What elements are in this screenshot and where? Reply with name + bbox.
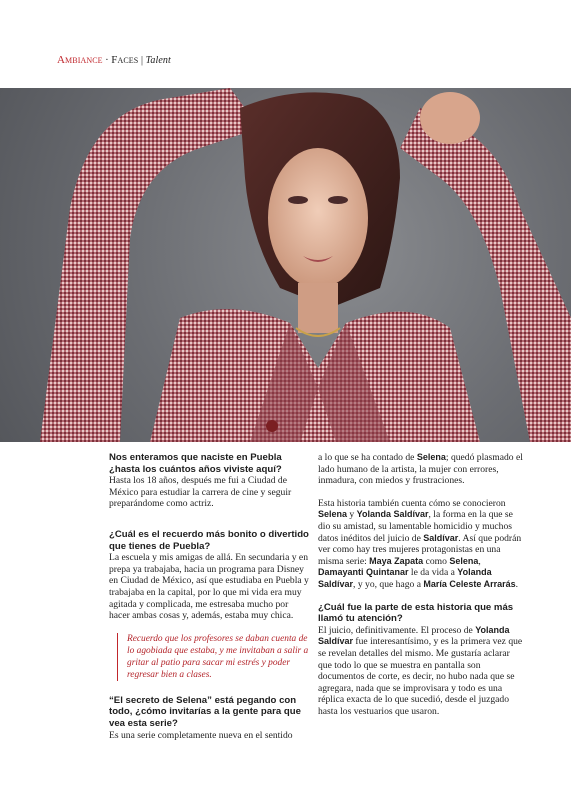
answer-1: Hasta los 18 años, después me fui a Ciudad de México para estudiar la carrera de cine y seguir preparándome como actriz. — [109, 475, 292, 510]
paragraph-story: Esta historia también cuenta cómo se conocieron Selena y Yolanda Saldívar, la forma en la que se dio su amistad, su lamentable homicidio y muchos datos inéditos del juicio de Saldívar. Así que podrán ver como hay tres mujeres protagonistas en una misma serie: Maya Zapata como Selena, Damayanti Quintanar le da vida a Yolanda Saldívar, y yo, que hago a María Celeste Arrarás. — [318, 497, 522, 590]
question-2: ¿Cuál es el recuerdo más bonito o divertido que tienes de Puebla? — [109, 528, 309, 552]
answer-2: La escuela y mis amigas de allá. En secundaria y en prepa ya trabajaba, hacia un programa para Disney en Ciudad de México, así que estudiaba en Puebla y trabajaba en la capital, por lo que mi vida era muy agitada y complicada, me estresaba mucho por hacer ambas cosas y, además, estaba muy chica. — [109, 552, 309, 622]
section-name: Faces — [111, 54, 139, 66]
answer-3-start: Es una serie completamente nueva en el sentido — [109, 729, 293, 741]
answer-3-continued: a lo que se ha contado de Selena; quedó plasmado el lado humano de la artista, la mujer con errores, inmadura, con miedos y frustraciones. — [318, 452, 523, 487]
column-right — [318, 452, 523, 728]
answer-5: El juicio, definitivamente. El proceso de Yolanda Saldívar fue interesantísimo, y es la primera vez que se revelan detalles del mismo. Me gustaría aclarar que todo lo que se muestra en pantalla son documentos de corte, es decir, no hubo nada que se agregara, nada que se improvisara y todo es una réplica exacta de lo que sucedió, desde el juzgado hasta los vestuarios que usaron. — [318, 624, 523, 717]
question-3: “El secreto de Selena” está pegando con todo, ¿cómo invitarías a la gente para que vea esta serie? — [109, 694, 301, 729]
column-left — [109, 452, 311, 752]
question-5: ¿Cuál fue la parte de esta historia que más llamó tu atención? — [318, 601, 514, 625]
pull-quote: Recuerdo que los profesores se daban cuenta de lo agobiada que estaba, y me invitaban a salir a gritar al patio para sacar mi estrés y poder regresar bien a clases. — [117, 633, 311, 681]
subsection-name: Talent — [145, 55, 171, 66]
portrait-photo — [0, 88, 571, 442]
portrait-illustration — [0, 88, 571, 442]
question-1: Nos enteramos que naciste en Puebla ¿hasta los cuántos años viviste aquí? — [109, 452, 282, 475]
page-header: Ambiance · Faces | Talent — [57, 54, 171, 66]
magazine-name: Ambiance — [57, 54, 103, 66]
